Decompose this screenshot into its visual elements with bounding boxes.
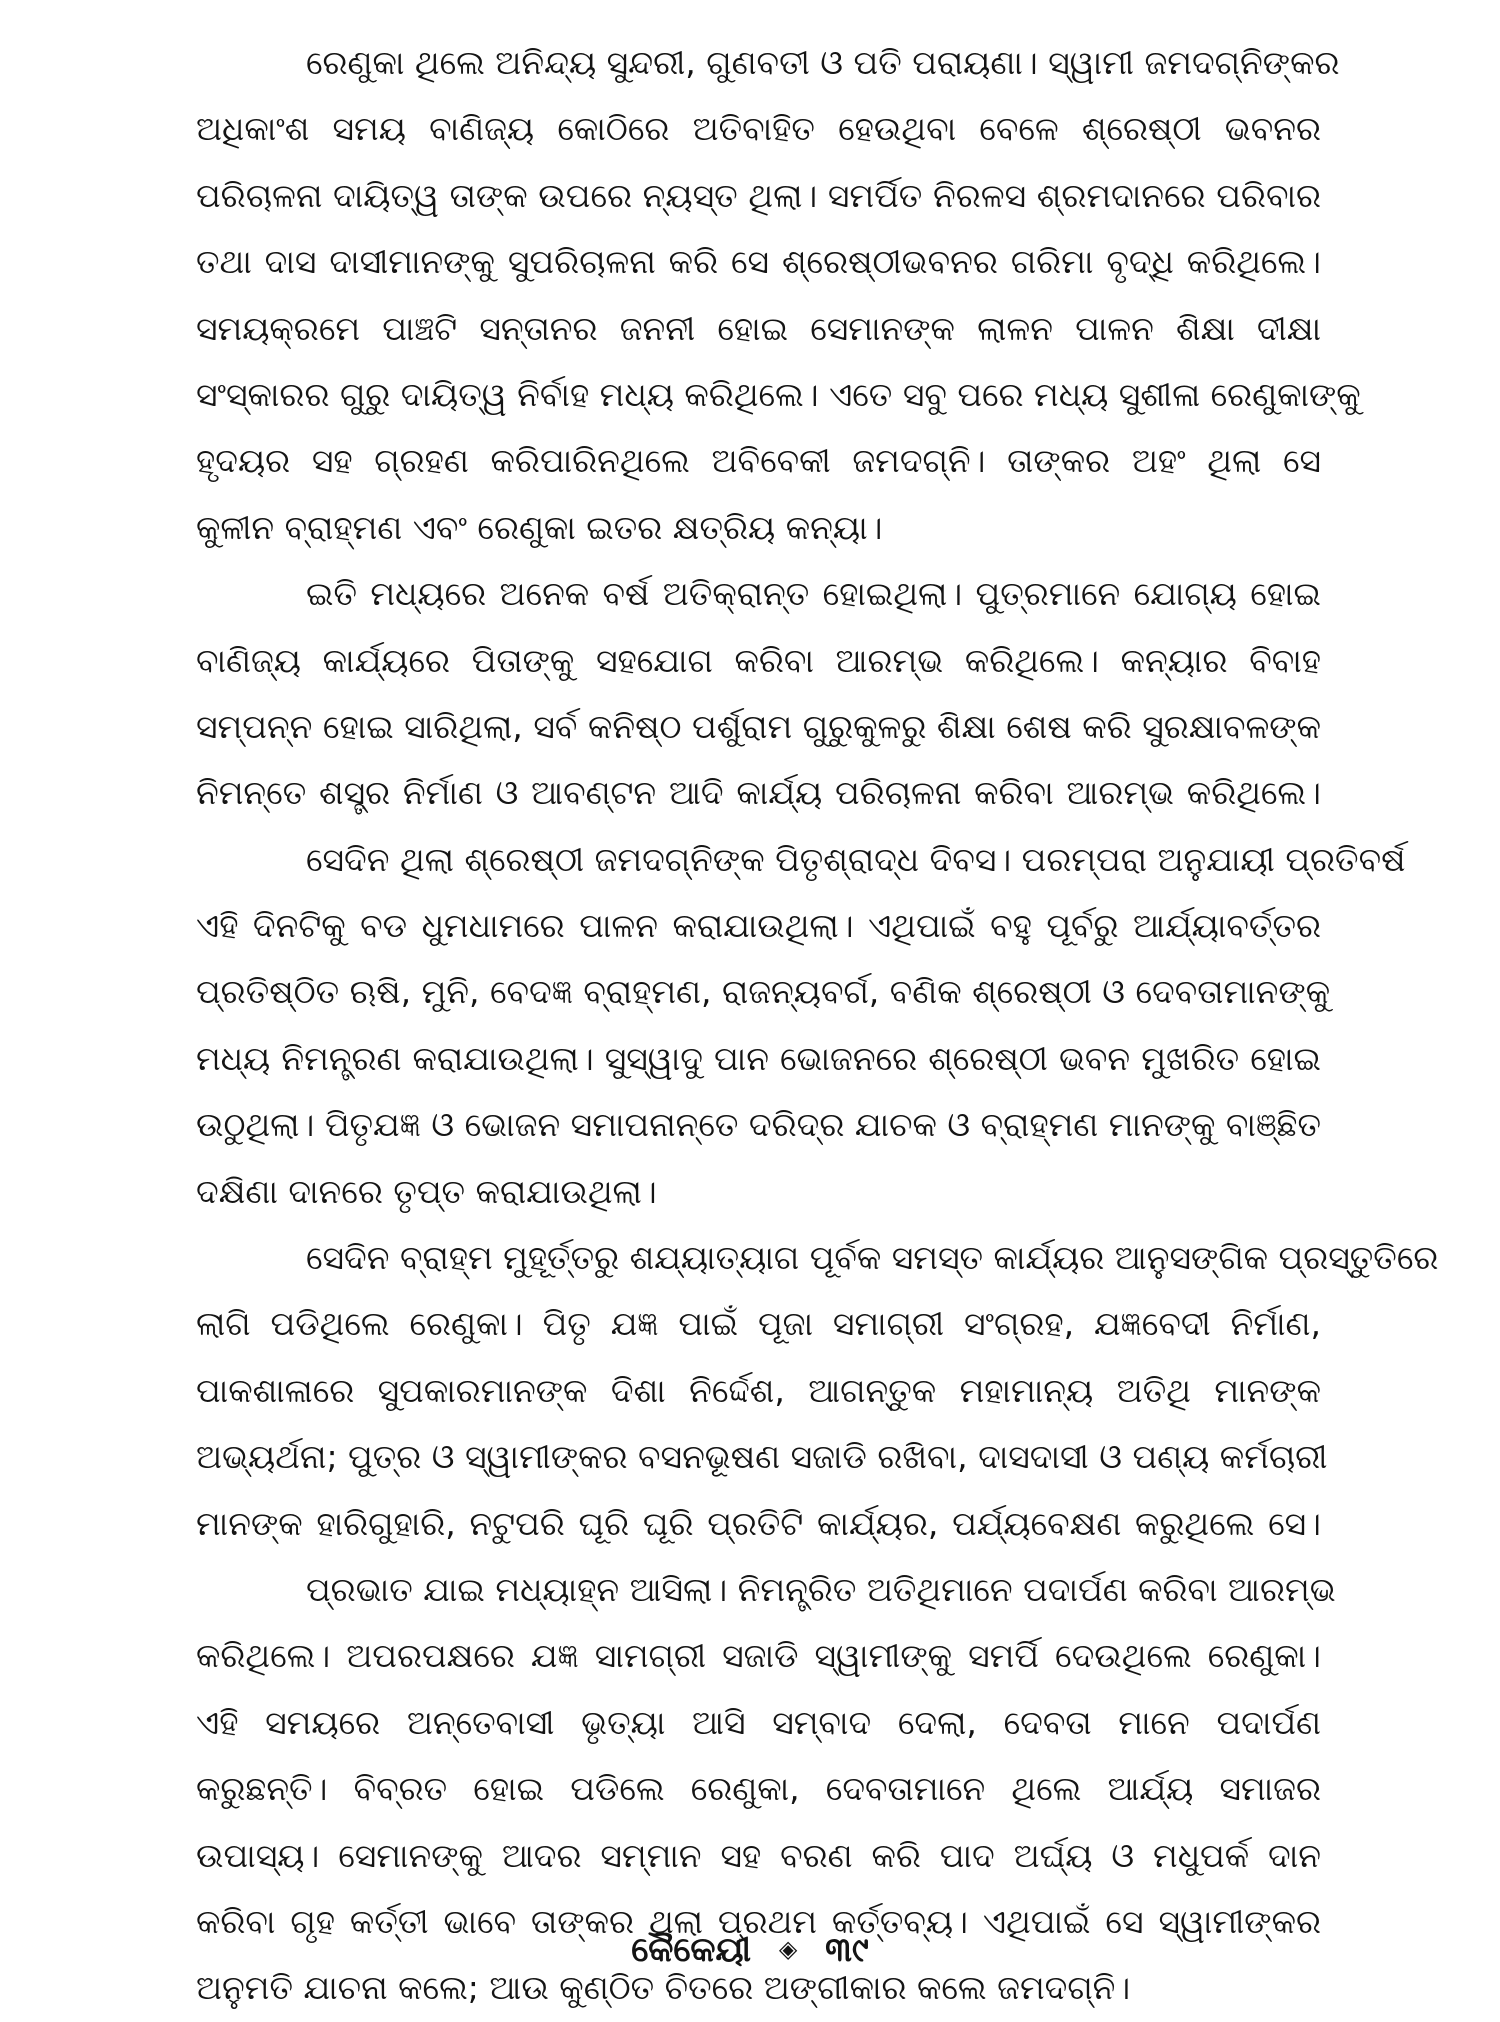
text-line: ଉପାସ୍ୟ। ସେମାନଙ୍କୁ ଆଦର ସମ୍ମାନ ସହ ବରଣ କରି ପାଦ ଅର୍ଘ୍ୟ ଓ ମଧୁପର୍କ ଦାନ	[196, 1835, 1321, 1875]
text-line: କରୁଛନ୍ତି। ବିବ୍ରତ ହୋଇ ପଡିଲେ ରେଣୁକା, ଦେବତାମାନେ ଥିଲେ ଆର୍ଯ୍ୟ ସମାଜର	[196, 1769, 1321, 1809]
text-line: ହୃଦୟର ସହ ଗ୍ରହଣ କରିପାରିନଥିଲେ ଅବିବେକୀ ଜମଦଗ୍ନି। ତାଙ୍କର ଅହଂ ଥିଲା ସେ	[196, 441, 1321, 481]
text-line: ମଧ୍ୟ ନିମନ୍ତ୍ରଣ କରାଯାଉଥିଲା। ସୁସ୍ୱାଦୁ ପାନ ଭୋଜନରେ ଶ୍ରେଷ୍ଠୀ ଭବନ ମୁଖରିତ ହୋଇ	[196, 1038, 1321, 1078]
text-line: ଅଧିକାଂଶ ସମୟ ବାଣିଜ୍ୟ କୋଠିରେ ଅତିବାହିତ ହେଉଥିବା ବେଳେ ଶ୍ରେଷ୍ଠୀ ଭବନର	[196, 109, 1321, 149]
text-line: ସଂସ୍କାରର ଗୁରୁ ଦାୟିତ୍ୱ ନିର୍ବାହ ମଧ୍ୟ କରିଥିଲେ। ଏତେ ସବୁ ପରେ ମଧ୍ୟ ସୁଶୀଳା ରେଣୁକାଙ୍କୁ	[196, 374, 1361, 414]
paragraph-4	[196, 1225, 1439, 1557]
text-line: ପାକଶାଳାରେ ସୁପକାରମାନଙ୍କ ଦିଶା ନିର୍ଦ୍ଦେଶ, ଆଗନ୍ତୁକ ମହାମାନ୍ୟ ଅତିଥି ମାନଙ୍କ	[196, 1370, 1321, 1410]
text-line: ପ୍ରତିଷ୍ଠିତ ଋଷି, ମୁନି, ବେଦଜ୍ଞ ବ୍ରାହ୍ମଣ, ରାଜନ୍ୟବର୍ଗ, ବଣିକ ଶ୍ରେଷ୍ଠୀ ଓ ଦେବତାମାନଙ୍କୁ	[196, 972, 1331, 1012]
text-line: ଉଠୁଥିଲା। ପିତୃଯଜ୍ଞ ଓ ଭୋଜନ ସମାପନାନ୍ତେ ଦରିଦ୍ର ଯାଚକ ଓ ବ୍ରାହ୍ମଣ ମାନଙ୍କୁ ବାଞ୍ଛିତ	[196, 1105, 1321, 1145]
paragraph-1	[196, 30, 1361, 561]
page-number: ୩୯	[825, 1930, 869, 1970]
text-line: କରିଥିଲେ। ଅପରପକ୍ଷରେ ଯଜ୍ଞ ସାମଗ୍ରୀ ସଜାଡି ସ୍ୱାମୀଙ୍କୁ ସମର୍ପି ଦେଉଥିଲେ ରେଣୁକା।	[196, 1636, 1321, 1676]
text-line: ଅଭ୍ୟର୍ଥନା; ପୁତ୍ର ଓ ସ୍ୱାମୀଙ୍କର ବସନଭୂଷଣ ସଜାଡି ରଖିବା, ଦାସଦାସୀ ଓ ପଣ୍ୟ କର୍ମଚାରୀ	[196, 1437, 1328, 1477]
text-line: ରେଣୁକା ଥିଲେ ଅନିନ୍ଦ୍ୟ ସୁନ୍ଦରୀ, ଗୁଣବତୀ ଓ ପତି ପରାୟଣା। ସ୍ୱାମୀ ଜମଦଗ୍ନିଙ୍କର	[306, 43, 1340, 82]
text-line: ଅନୁମତି ଯାଚନା କଲେ; ଆଉ କୁଣ୍ଠିତ ଚିତରେ ଅଙ୍ଗୀକାର କଲେ ଜମଦଗ୍ନି।	[196, 1968, 1131, 2008]
body-text	[196, 30, 1439, 2022]
book-title: କୈକେୟୀ	[631, 1930, 751, 1970]
text-line: ଇତି ମଧ୍ୟରେ ଅନେକ ବର୍ଷ ଅତିକ୍ରାନ୍ତ ହୋଇଥିଲା। ପୁତ୍ରମାନେ ଯୋଗ୍ୟ ହୋଇ	[306, 574, 1321, 614]
text-line: ସମ୍ପନ୍ନ ହୋଇ ସାରିଥିଲା, ସର୍ବ କନିଷ୍ଠ ପର୍ଶୁରାମ ଗୁରୁକୁଳରୁ ଶିକ୍ଷା ଶେଷ କରି ସୁରକ୍ଷାବଳଙ୍କ	[196, 706, 1321, 746]
text-line: ବାଣିଜ୍ୟ କାର୍ଯ୍ୟରେ ପିତାଙ୍କୁ ସହଯୋଗ କରିବା ଆରମ୍ଭ କରିଥିଲେ। କନ୍ୟାର ବିବାହ	[196, 640, 1321, 680]
text-line: ଲାଗି ପଡିଥିଲେ ରେଣୁକା। ପିତୃ ଯଜ୍ଞ ପାଇଁ ପୂଜା ସମାଗ୍ରୀ ସଂଗ୍ରହ, ଯଜ୍ଞବେଦୀ ନିର୍ମାଣ,	[196, 1304, 1321, 1344]
text-line: ଦକ୍ଷିଣା ଦାନରେ ତୃପ୍ତ କରାଯାଉଥିଲା।	[196, 1171, 657, 1211]
text-line: ମାନଙ୍କ ହାରିଗୁହାରି, ନଟୁପରି ଘୂରି ଘୂରି ପ୍ରତିଟି କାର୍ଯ୍ୟର, ପର୍ଯ୍ୟବେକ୍ଷଣ କରୁଥିଲେ ସେ।	[196, 1503, 1321, 1543]
text-line: ପରିଚାଳନା ଦାୟିତ୍ୱ ତାଙ୍କ ଉପରେ ନ୍ୟସ୍ତ ଥିଲା। ସମର୍ପିତ ନିରଳସ ଶ୍ରମଦାନରେ ପରିବାର	[196, 175, 1321, 215]
text-line: ସେଦିନ ବ୍ରାହ୍ମ ମୁହୂର୍ତ୍ତରୁ ଶଯ୍ୟାତ୍ୟାଗ ପୂର୍ବକ ସମସ୍ତ କାର୍ଯ୍ୟର ଆନୁସଙ୍ଗିକ ପ୍ରସ୍ତୁତିରେ	[306, 1238, 1439, 1278]
paragraph-3	[196, 827, 1406, 1225]
text-line: ଏହି ଦିନଟିକୁ ବଡ ଧୁମଧାମରେ ପାଳନ କରାଯାଉଥିଲା। ଏଥିପାଇଁ ବହୁ ପୂର୍ବରୁ ଆର୍ଯ୍ୟାବର୍ତ୍ତର	[196, 906, 1321, 946]
page-footer	[0, 1930, 1500, 1970]
text-line: କୁଳୀନ ବ୍ରାହ୍ମଣ ଏବଂ ରେଣୁକା ଇତର କ୍ଷତ୍ରିୟ କନ୍ୟା।	[196, 507, 883, 547]
text-line: କରିବା ଗୃହ କର୍ତ୍ତୀ ଭାବେ ତାଙ୍କର ଥିଲା ପ୍ରଥମ କର୍ତ୍ତବ୍ୟ। ଏଥିପାଇଁ ସେ ସ୍ୱାମୀଙ୍କର	[196, 1901, 1321, 1941]
text-line: ସମୟକ୍ରମେ ପାଞ୍ଚଟି ସନ୍ତାନର ଜନନୀ ହୋଇ ସେମାନଙ୍କ ଲାଳନ ପାଳନ ଶିକ୍ଷା ଦୀକ୍ଷା	[196, 308, 1321, 348]
text-line: ଏହି ସମୟରେ ଅନ୍ତେବାସୀ ଭୃତ୍ୟା ଆସି ସମ୍ବାଦ ଦେଲା, ଦେବତା ମାନେ ପଦାର୍ପଣ	[196, 1702, 1321, 1742]
text-line: ପ୍ରଭାତ ଯାଇ ମଧ୍ୟାହ୍ନ ଆସିଲା। ନିମନ୍ତ୍ରିତ ଅତିଥିମାନେ ପଦାର୍ପଣ କରିବା ଆରମ୍ଭ	[306, 1569, 1336, 1609]
paragraph-2	[196, 561, 1321, 827]
diamond-separator-icon: ◈	[778, 1934, 798, 1963]
text-line: ତଥା ଦାସ ଦାସୀମାନଙ୍କୁ ସୁପରିଚାଳନା କରି ସେ ଶ୍ରେଷ୍ଠୀଭବନର ଗରିମା ବୃଦ୍ଧି କରିଥିଲେ।	[196, 242, 1321, 282]
text-line: ନିମନ୍ତେ ଶସ୍ତ୍ର ନିର୍ମାଣ ଓ ଆବଣ୍ଟନ ଆଦି କାର୍ଯ୍ୟ ପରିଚାଳନା କରିବା ଆରମ୍ଭ କରିଥିଲେ।	[196, 773, 1321, 813]
text-line: ସେଦିନ ଥିଲା ଶ୍ରେଷ୍ଠୀ ଜମଦଗ୍ନିଙ୍କ ପିତୃଶ୍ରାଦ୍ଧ ଦିବସ। ପରମ୍ପରା ଅନୁଯାୟୀ ପ୍ରତିବର୍ଷ	[306, 839, 1406, 879]
